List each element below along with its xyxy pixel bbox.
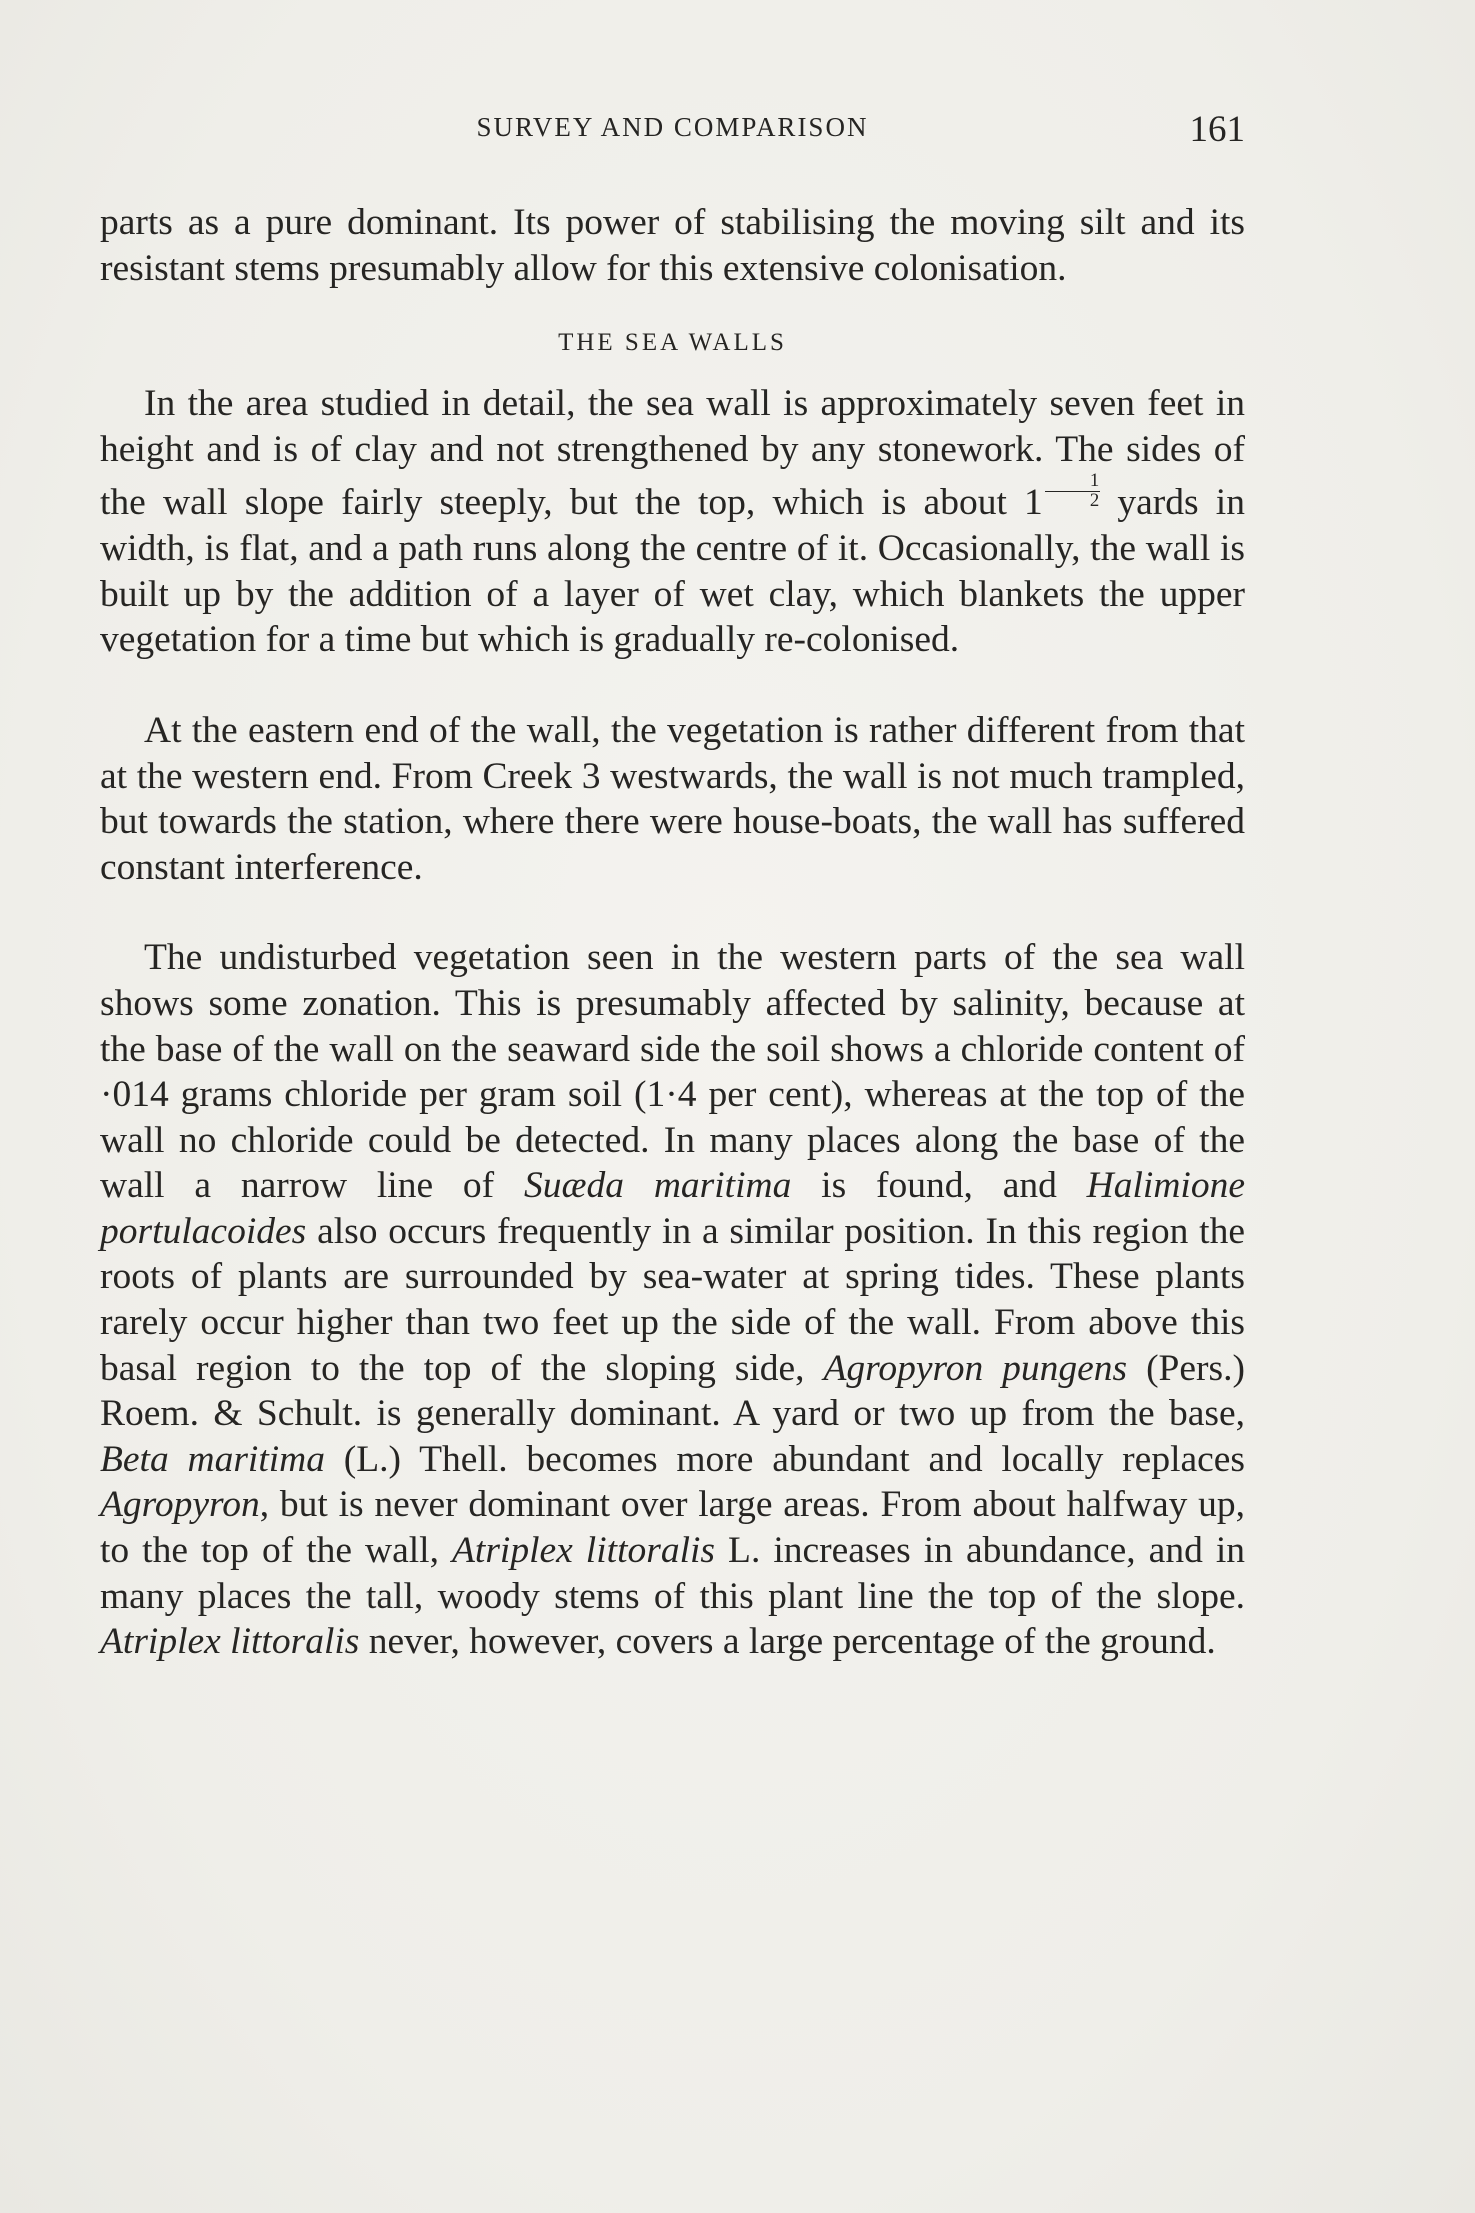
paragraph-continued (100, 200, 1245, 291)
fraction-denominator: 2 (1089, 490, 1100, 512)
paragraph-text: parts as a pure dominant. Its power of stabilising the moving silt and its resistant stems presumably allow for this extensive colonisation. (100, 202, 1245, 289)
paragraph-text: At the eastern end of the wall, the vegetation is rather different from that at the western end. From Creek 3 westwards, the wall is not much trampled, but towards the station, where there were house-boats, the wall has suffered constant interference. (100, 709, 1245, 888)
species-name: Atriplex littoralis (100, 1621, 360, 1663)
paragraph-eastern-end (100, 708, 1245, 890)
paragraph-text: also occurs frequently in a similar position. In this region the roots of plants are surrounded by sea-water at spring tides. These plants rarely occur higher than two feet up the side of the wall. From above this basal region to the top of the sloping side, (100, 1210, 1245, 1389)
fraction (1045, 472, 1100, 511)
paragraph-text: yards in width, is flat, and a path runs along the centre of it. Occasionally, the wall is built up by the addition of a layer of wet clay, which blankets the upper vegetation for a time but which is gradually re-colonised. (100, 482, 1245, 661)
running-title: SURVEY AND COMPARISON (476, 112, 869, 142)
fraction-numerator: 1 (1045, 472, 1100, 492)
paragraph-text: , but is never dominant over large areas. From about halfway up, to the top of the wall, (100, 1484, 1245, 1572)
paragraph-text: In the area studied in detail, the sea wall is approximately seven feet in height and is of clay and not strengthened by any stonework. The sides of the wall slope fairly steeply, but the top, which is about 1 (100, 383, 1245, 524)
paragraph-text: (L.) Thell. becomes more abundant and locally replaces (325, 1438, 1246, 1480)
running-head (100, 108, 1245, 158)
page-number: 161 (1189, 109, 1245, 150)
species-name: Agropyron pungens (823, 1347, 1128, 1389)
species-name: Atriplex littoralis (452, 1530, 716, 1572)
paragraph-text: The undisturbed vegetation seen in the western parts of the sea wall shows some zonation. This is presumably affected by salinity, because at the base of the wall on the seaward side the soil shows a chloride content of ·014 grams chloride per gram soil (1·4 per cent), whereas at the top of the wall no chloride could be detected. In many places along the base of the wall a narrow line of (100, 937, 1245, 1207)
species-name: Agropyron (100, 1484, 260, 1526)
species-name: Halimione portulacoides (100, 1165, 1245, 1252)
paragraph-text: never, however, covers a large percentage of the ground. (359, 1621, 1216, 1663)
species-name: Suæda maritima (524, 1165, 792, 1207)
paragraph-text: (Pers.) Roem. & Schult. is generally dominant. A yard or two up from the base, (100, 1347, 1245, 1435)
section-heading: THE SEA WALLS (558, 329, 787, 357)
body-text (100, 200, 1245, 1665)
species-name: Beta maritima (100, 1438, 326, 1480)
paragraph-text: L. increases in abundance, and in many places the tall, woody stems of this plant line the top of the slope. (100, 1530, 1246, 1617)
paragraph-text: is found, and (791, 1165, 1087, 1207)
paragraph-zonation (100, 935, 1245, 1665)
paragraph-sea-wall-description (100, 381, 1245, 663)
